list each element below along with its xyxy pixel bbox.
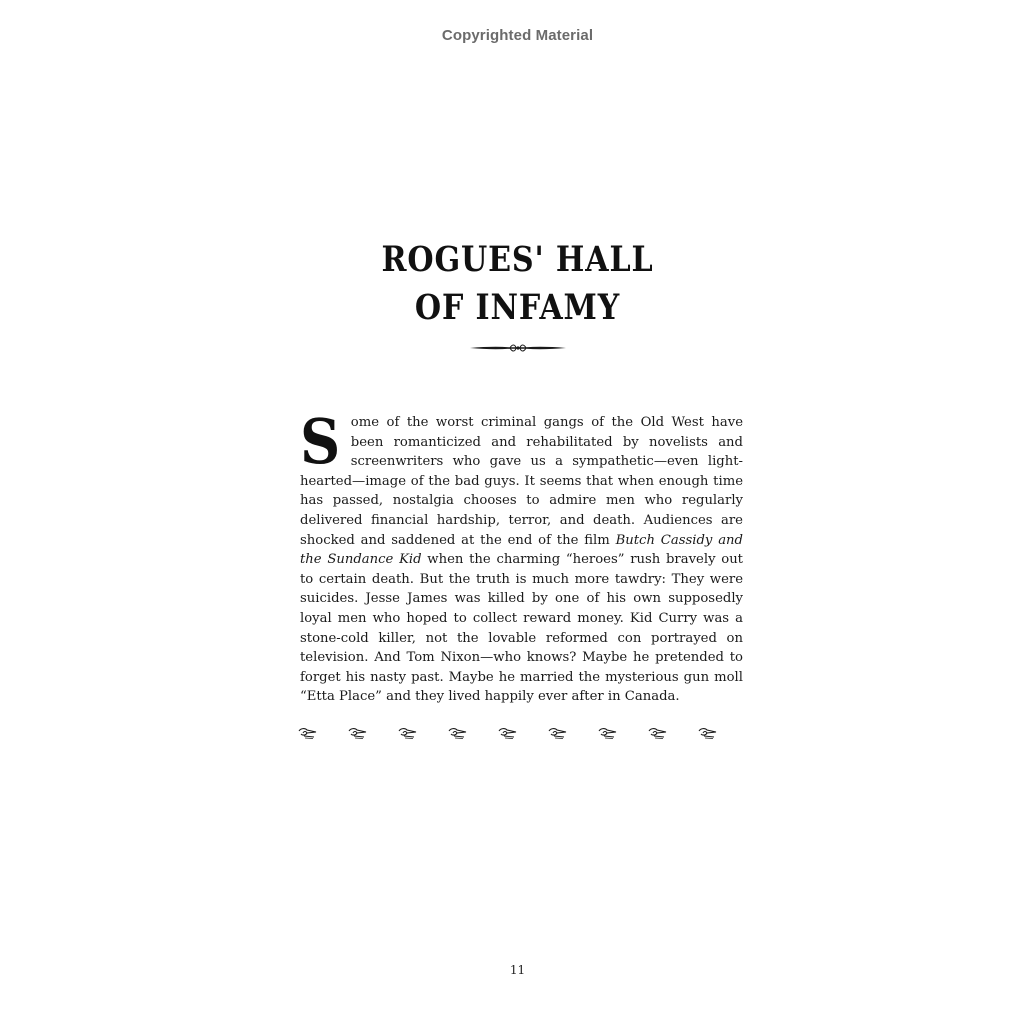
pointing-hand-icon: [598, 725, 618, 741]
pointing-hand-icon: [498, 725, 518, 741]
chapter-title-line-2: OF INFAMY: [414, 287, 621, 328]
section-divider: [298, 725, 718, 741]
chapter-intro-paragraph: [300, 405, 743, 707]
pointing-hand-icon: [548, 725, 568, 741]
pointing-hand-icon: [648, 725, 668, 741]
page-number: 11: [509, 963, 526, 977]
pointing-hand-icon: [698, 725, 718, 741]
film-title: Butch Cassidy and the Sundance Kid: [300, 532, 743, 568]
copyright-watermark-top: Copyrighted Material: [441, 27, 594, 44]
pointing-hand-icon: [298, 725, 318, 741]
pointing-hand-icon: [398, 725, 418, 741]
paragraph-text-part-1: ome of the worst criminal gangs of the Old West have been romanticized and rehabilitated by novelists and screenwriters who gave us a sympathetic—even light-hearted—image of the bad guys. It seems that when enough time has passed, nostalgia chooses to admire men who regularly delivered financial hardship, terror, and death. Audiences are shocked and saddened at the end of the film: [300, 415, 743, 548]
pointing-hand-icon: [448, 725, 468, 741]
pointing-hand-icon: [348, 725, 368, 741]
paragraph-text-part-2: when the charming “heroes” rush bravely out to certain death. But the truth is much more tawdry: They were suicides. Jesse James was killed by one of his own supposedly loyal men who hoped to collect reward money. Kid Curry was a stone-cold killer, not the lovable reformed con portrayed on television. And Tom Nixon—who knows? Maybe he pretended to forget his nasty past. Maybe he married the mysterious gun moll “Etta Place” and they lived happily ever after in Canada.: [300, 552, 743, 705]
flourish-rule-icon: [468, 341, 568, 355]
chapter-title: [72, 236, 962, 332]
chapter-title-line-1: ROGUES' HALL: [381, 239, 654, 280]
drop-cap: S: [300, 405, 341, 478]
